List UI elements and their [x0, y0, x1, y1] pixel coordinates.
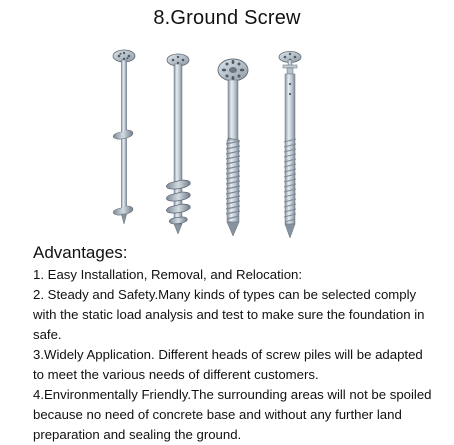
ground-screw-double-helix-icon	[166, 54, 190, 234]
ground-screw-threaded-icon	[218, 59, 248, 236]
advantage-item: 4.Environmentally Friendly.The surrounding areas will not be spoiled because no need of concrete base and without any further land preparation and sealing the ground.	[33, 387, 432, 442]
ground-screw-illustration	[96, 46, 332, 246]
advantage-item: 3.Widely Application. Different heads of screw piles will be adapted to meet the various needs of different customers.	[33, 347, 423, 382]
page-title: 8.Ground Screw	[153, 7, 301, 29]
advantages-heading: Advantages:	[33, 243, 128, 262]
ground-screw-small-helix-icon	[113, 50, 135, 224]
advantage-item: 2. Steady and Safety.Many kinds of types can be selected comply with the static load analysis and test to make sure the foundation in safe.	[33, 287, 425, 342]
ground-screw-fine-thread-icon	[279, 52, 301, 239]
advantages-list	[33, 265, 433, 445]
advantage-item: 1. Easy Installation, Removal, and Relocation:	[33, 267, 303, 282]
